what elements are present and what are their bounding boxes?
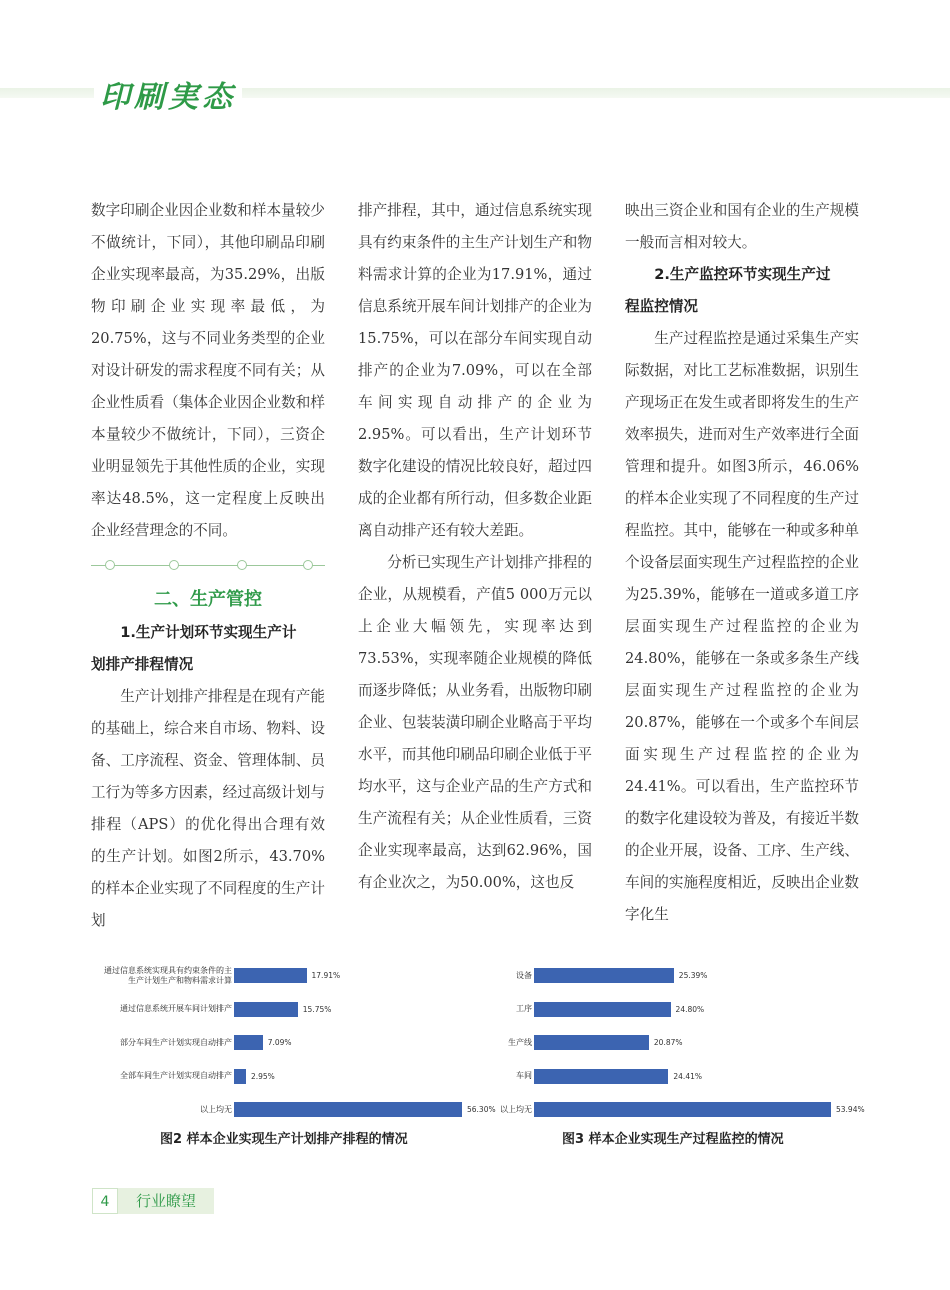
bar [234,1002,298,1017]
category-label: 通过信息系统开展车间计划排产 [120,1004,232,1013]
data-label: 24.41% [673,1071,702,1081]
category-label: 通过信息系统实现具有约束条件的主 生产计划生产和物料需求计算 [104,965,232,985]
paragraph: 排产排程，其中，通过信息系统实现具有约束条件的主生产计划生产和物料需求计算的企业为17.91%，通过信息系统开展车间计划排产的企业为15.75%，可以在部分车间实现自动排产的企业为7.09%，可以在全部车间实现自动排产的企业为2.95%。可以看出，生产计划环节数字化建设的情况比较良好，超过四成的企业都有所行动，但多数企业距离自动排产还有较大差距。 [358,202,592,539]
subheading: 1.生产计划环节实现生产计 [120,624,297,641]
subheading: 2.生产监控环节实现生产过 [654,266,831,283]
data-label: 20.87% [653,1038,683,1047]
bar [534,1002,671,1017]
section-divider [91,547,325,583]
figure-2-caption: 图2 样本企业实现生产计划排产排程的情况 [160,1132,408,1147]
subheading-cont: 划排产排程情况 [91,656,194,673]
subheading-cont: 程监控情况 [625,298,698,315]
text-column-3 [625,195,859,931]
figure-3-caption: 图3 样本企业实现生产过程监控的情况 [562,1132,784,1147]
category-label: 部分车间生产计划实现自动排产 [120,1037,232,1047]
text-column-2 [358,195,592,899]
section-name: 行业瞭望 [136,1192,197,1210]
category-label: 设备 [516,970,532,980]
paragraph: 映出三资企业和国有企业的生产规模一般而言相对较大。 [625,202,859,251]
paragraph: 分析已实现生产计划排产排程的企业，从规模看，产值5 000万元以上企业大幅领先，实现率达到73.53%，实现率随企业规模的降低而逐步降低；从业务看，出版物印刷企业、包装装潢印刷企业略高于平均水平，而其他印刷品印刷企业低于平均水平，这与企业产品的生产方式和生产流程有关；从企业性质看，三资企业实现率最高，达到62.96%，国有企业次之，为50.00%，这也反 [358,554,592,891]
paragraph: 生产过程监控是通过采集生产实际数据，对比工艺标准数据，识别生产现场正在发生或者即将发生的生产效率损失，进而对生产效率进行全面管理和提升。如图3所示，46.06%的样本企业实现了不同程度的生产过程监控。其中，能够在一种或多种单个设备层面实现生产过程监控的企业为25.39%，能够在一道或多道工序层面实现生产过程监控的企业为24.80%，能够在一条或多条生产线层面实现生产过程监控的企业为20.87%，能够在一个或多个车间层面实现生产过程监控的企业为24.41%。可以看出，生产监控环节的数字化建设较为普及，有接近半数的企业开展，设备、工序、生产线、车间的实施程度相近，反映出企业数字化生 [625,330,859,923]
bar [534,1035,649,1050]
paragraph: 数字印刷企业因企业数和样本量较少不做统计，下同），其他印刷品印刷企业实现率最高，为35.29%，出版物印刷企业实现率最低，为20.75%，这与不同业务类型的企业对设计研发的需求程度不同有关；从企业性质看（集体企业因企业数和样本量较少不做统计，下同），三资企业明显领先于其他性质的企业，实现率达48.5%，这一定程度上反映出企业经营理念的不同。 [91,202,325,539]
bar [234,968,307,983]
bar [234,1069,246,1084]
data-label: 7.09% [267,1038,292,1047]
data-label: 17.91% [311,971,341,980]
bar [534,968,674,983]
bar [234,1035,263,1050]
data-label: 56.30% [467,1105,496,1114]
data-label: 53.94% [836,1105,865,1114]
category-label: 全部车间生产计划实现自动排产 [120,1071,232,1080]
section-title: 二、生产管控 [154,589,262,610]
figure-2-bar-chart [90,964,510,1114]
category-label: 生产线 [508,1037,532,1047]
category-label: 工序 [516,1004,532,1013]
page-number: 4 [92,1188,118,1214]
bar [534,1102,831,1117]
data-label: 2.95% [250,1071,275,1081]
text-column-1 [91,195,325,937]
bar [534,1069,668,1084]
data-label: 24.80% [675,1004,705,1014]
category-label: 以上均无 [500,1104,532,1114]
paragraph: 生产计划排产排程是在现有产能的基础上，综合来自市场、物料、设备、工序流程、资金、管理体制、员工行为等多方因素，经过高级计划与排程（APS）的优化得出合理有效的生产计划。如图2所示，43.70%的样本企业实现了不同程度的生产计划 [91,688,325,929]
magazine-logo: 印刷実态 [94,72,242,116]
figure-3-bar-chart [490,964,870,1114]
category-label: 车间 [516,1071,532,1080]
data-label: 25.39% [678,971,708,980]
data-label: 15.75% [302,1004,332,1014]
bar [234,1102,462,1117]
category-label: 以上均无 [200,1104,232,1114]
